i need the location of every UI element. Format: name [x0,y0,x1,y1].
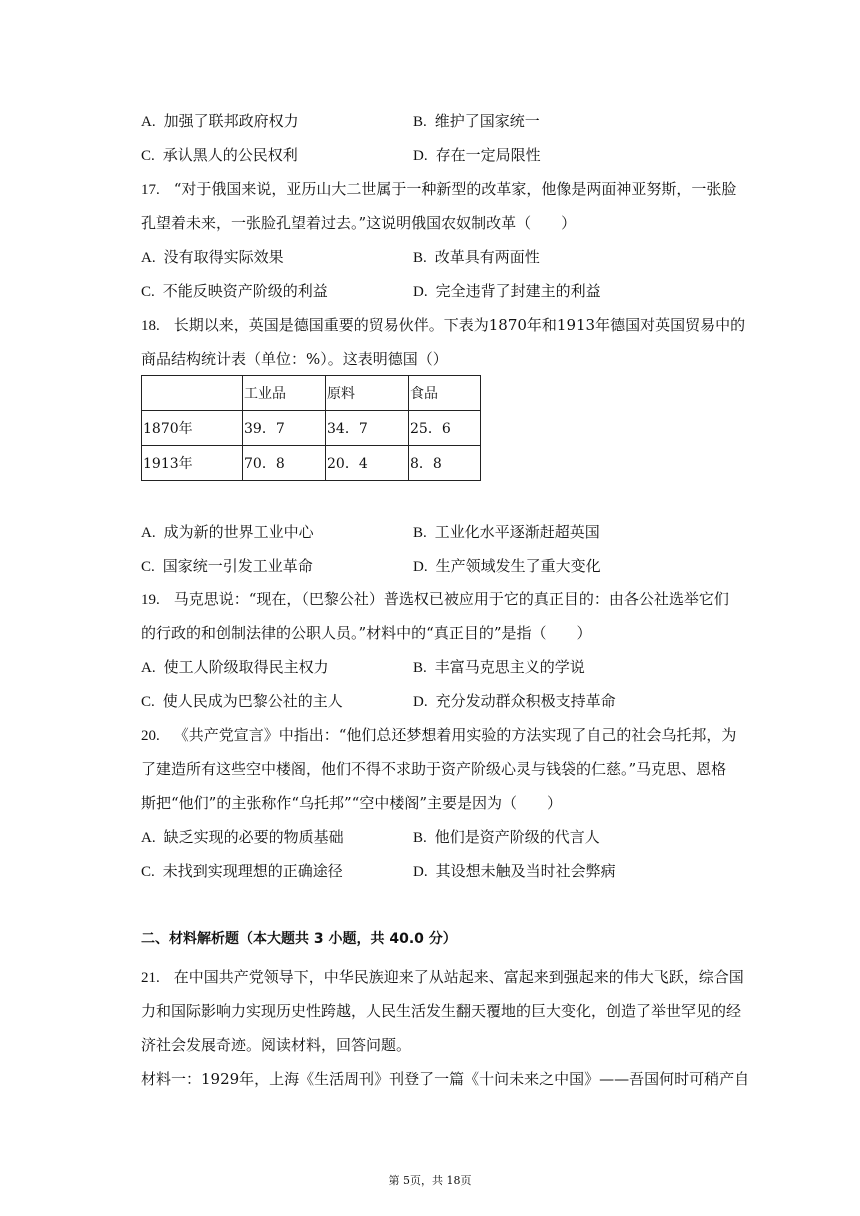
table-cell: 70．8 [243,446,326,481]
q21-material-line: 材料一：1929年，上海《生活周刊》刊登了一篇《十问未来之中国》——吾国何时可稍产自 [141,1070,750,1088]
table-row [142,411,481,446]
q19-option-c: C. 使人民成为巴黎公社的主人 [141,692,343,710]
q19-stem-line2: 的行政的和创制法律的公职人员。”材料中的“真正目的”是指（ ） [141,624,592,642]
table-cell: 39．7 [243,411,326,446]
table-header-cell: 食品 [409,376,481,411]
page-footer: 第 5页，共 18页 [388,1174,472,1187]
section-heading: 二、材料解析题（本大题共 3 小题，共 40.0 分） [141,931,457,947]
table-header-cell: 工业品 [243,376,326,411]
q20-stem-line2: 了建造所有这些空中楼阁，他们不得不求助于资产阶级心灵与钱袋的仁慈。”马克思、恩格 [141,760,727,778]
q18-option-d: D. 生产领域发生了重大变化 [413,557,601,575]
q16-option-b: B. 维护了国家统一 [413,112,540,130]
q19-stem-line1: 19. 马克思说：“现在，（巴黎公社）普选权已被应用于它的真正目的：由各公社选举它们 [141,590,729,608]
q21-stem-line3: 济社会发展奇迹。阅读材料，回答问题。 [141,1036,412,1054]
q20-option-c: C. 未找到实现理想的正确途径 [141,862,343,880]
table-cell: 1913年 [142,446,243,481]
q19-option-a: A. 使工人阶级取得民主权力 [141,658,329,676]
table-cell: 34．7 [326,411,409,446]
q20-option-d: D. 其设想未触及当时社会弊病 [413,862,616,880]
q16-option-c: C. 承认黑人的公民权利 [141,146,298,164]
q18-stem-line1: 18. 长期以来，英国是德国重要的贸易伙伴。下表为1870年和1913年德国对英国贸易中的 [141,316,746,334]
trade-structure-table [141,375,481,481]
table-row [142,446,481,481]
q20-stem-line3: 斯把“他们”的主张称作“乌托邦”“空中楼阁”主要是因为（ ） [141,794,563,812]
table-header-row [142,376,481,411]
q17-option-b: B. 改革具有两面性 [413,248,540,266]
table-cell: 25．6 [409,411,481,446]
q19-option-b: B. 丰富马克思主义的学说 [413,658,585,676]
q18-option-c: C. 国家统一引发工业革命 [141,557,313,575]
q16-option-d: D. 存在一定局限性 [413,146,541,164]
table-cell: 8．8 [409,446,481,481]
q17-option-d: D. 完全违背了封建主的利益 [413,282,601,300]
q17-stem-line1: 17. “对于俄国来说，亚历山大二世属于一种新型的改革家，他像是两面神亚努斯，一张脸 [141,180,737,198]
q17-option-c: C. 不能反映资产阶级的利益 [141,282,328,300]
q20-stem-line1: 20. 《共产党宣言》中指出：“他们总还梦想着用实验的方法实现了自己的社会乌托邦，为 [141,726,737,744]
q16-option-a: A. 加强了联邦政府权力 [141,112,299,130]
table-header-cell: 原料 [326,376,409,411]
q19-option-d: D. 充分发动群众积极支持革命 [413,692,616,710]
table-cell: 1870年 [142,411,243,446]
q20-option-b: B. 他们是资产阶级的代言人 [413,828,600,846]
q17-stem-line2: 孔望着未来，一张脸孔望着过去。”这说明俄国农奴制改革（ ） [141,214,577,232]
q18-stem-line2: 商品结构统计表（单位：%）。这表明德国（） [141,350,448,368]
q21-stem-line2: 力和国际影响力实现历史性跨越，人民生活发生翻天覆地的巨大变化，创造了举世罕见的经 [141,1002,742,1020]
q20-option-a: A. 缺乏实现的必要的物质基础 [141,828,344,846]
table-cell: 20．4 [326,446,409,481]
q17-option-a: A. 没有取得实际效果 [141,248,284,266]
table-header-cell [142,376,243,411]
q18-option-b: B. 工业化水平逐渐赶超英国 [413,523,600,541]
q21-stem-line1: 21. 在中国共产党领导下，中华民族迎来了从站起来、富起来到强起来的伟大飞跃，综合国 [141,968,744,986]
q18-option-a: A. 成为新的世界工业中心 [141,523,314,541]
